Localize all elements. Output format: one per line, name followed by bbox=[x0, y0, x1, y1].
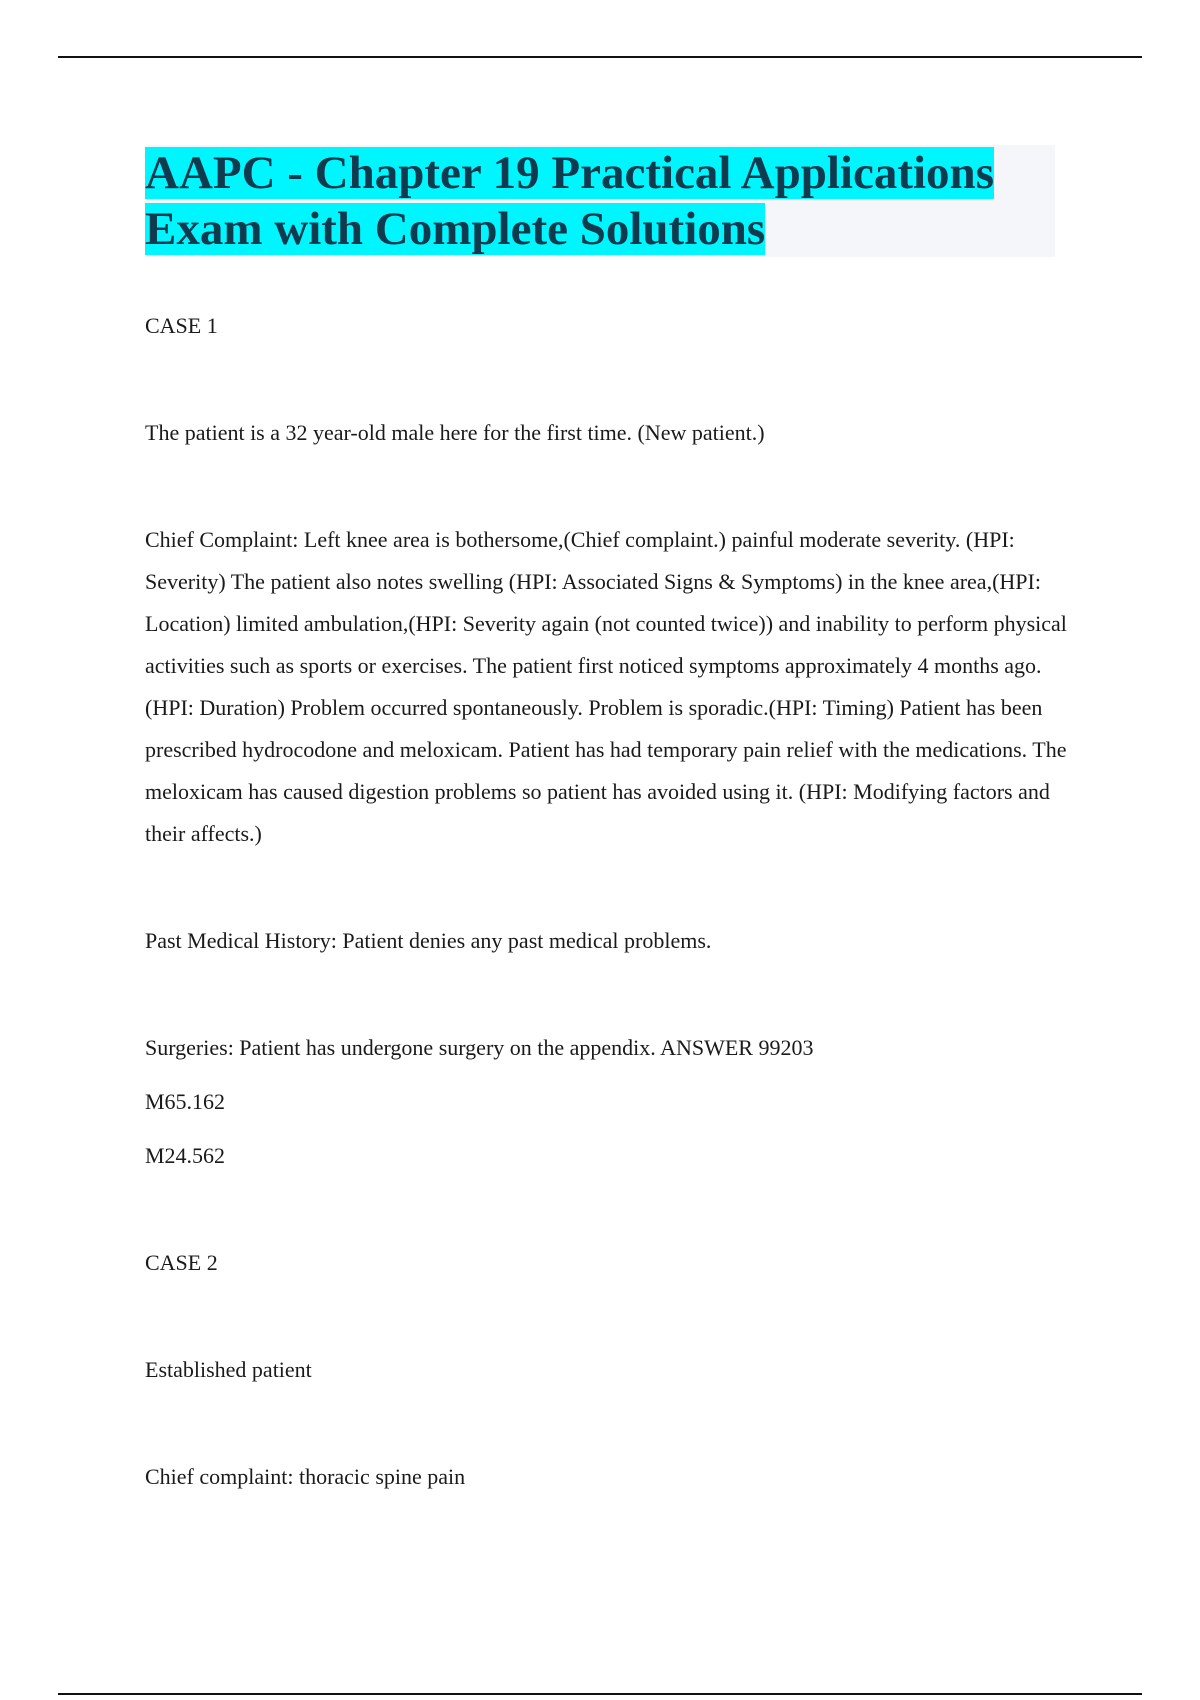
document-body bbox=[145, 305, 1075, 1498]
case1-past-medical-history: Past Medical History: Patient denies any past medical problems. bbox=[145, 928, 712, 953]
case1-surgeries-answer: Surgeries: Patient has undergone surgery on the appendix. ANSWER 99203 bbox=[145, 1035, 814, 1060]
title-block bbox=[145, 145, 1055, 257]
case1-diagnosis-code-1: M65.162 bbox=[145, 1089, 226, 1114]
case2-heading: CASE 2 bbox=[145, 1250, 218, 1275]
title-highlight: AAPC - Chapter 19 Practical Applications Exam with Complete Solutions bbox=[145, 147, 994, 255]
case1-patient-paragraph: The patient is a 32 year-old male here for the first time. (New patient.) bbox=[145, 420, 765, 445]
case1-chief-complaint-paragraph: Chief Complaint: Left knee area is bothersome,(Chief complaint.) painful moderate severity. (HPI: Severity) The patient also notes swelling (HPI: Associated Signs & Symptoms) in the knee area,(HPI: Location) limited ambulation,(HPI: Severity again (not counted twice)) and inability to perform physical activities such as sports or exercises. The patient first noticed symptoms approximately 4 months ago. (HPI: Duration) Problem occurred spontaneously. Problem is sporadic.(HPI: Timing) Patient has been prescribed hydrocodone and meloxicam. Patient has had temporary pain relief with the medications. The meloxicam has caused digestion problems so patient has avoided using it. (HPI: Modifying factors and their affects.) bbox=[145, 527, 1067, 846]
case1-heading: CASE 1 bbox=[145, 313, 218, 338]
bottom-rule bbox=[58, 1693, 1142, 1695]
case1-diagnosis-code-2: M24.562 bbox=[145, 1143, 226, 1168]
top-rule bbox=[58, 56, 1142, 58]
document-title bbox=[145, 145, 1055, 257]
case2-chief-complaint: Chief complaint: thoracic spine pain bbox=[145, 1464, 466, 1489]
case2-patient-status: Established patient bbox=[145, 1357, 312, 1382]
